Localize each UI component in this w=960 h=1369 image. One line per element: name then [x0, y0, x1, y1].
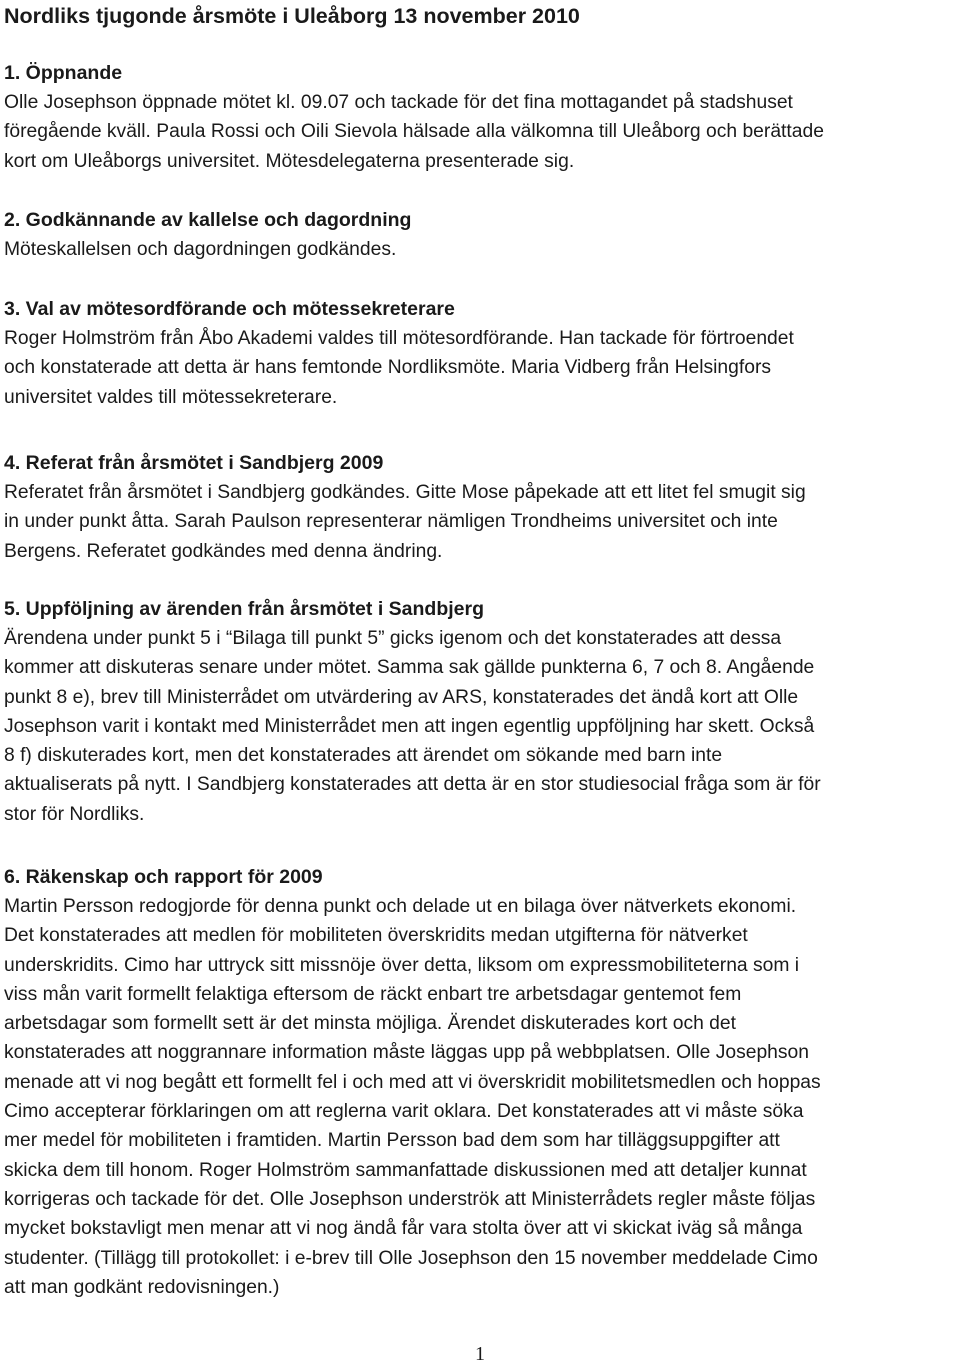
section-body — [4, 235, 411, 264]
body-line: menade att vi nog begått ett formellt fel i och med att vi överskridit mobilitetsmedlen och hoppas — [4, 1071, 821, 1093]
body-line: Möteskallelsen och dagordningen godkändes. — [4, 239, 397, 260]
section-body — [4, 892, 821, 1302]
body-line: studenter. (Tillägg till protokollet: i e-brev till Olle Josephson den 15 november meddelade Cimo — [4, 1247, 818, 1269]
section-opening — [4, 58, 824, 176]
body-line: Olle Josephson öppnade mötet kl. 09.07 och tackade för det fina mottagandet på stadshuset — [4, 92, 793, 113]
body-line: att man godkänt redovisningen.) — [4, 1276, 280, 1298]
section-heading: 1. Öppnande — [4, 62, 123, 84]
section-heading: 2. Godkännande av kallelse och dagordning — [4, 209, 412, 231]
body-line: skicka dem till honom. Roger Holmström sammanfattade diskussionen med att detaljer kunnat — [4, 1159, 807, 1181]
body-line: Roger Holmström från Åbo Akademi valdes till mötesordförande. Han tackade för förtroendet — [4, 328, 794, 349]
section-accounts-report — [4, 862, 821, 1302]
section-body — [4, 478, 806, 566]
body-line: Bergens. Referatet godkändes med denna ändring. — [4, 540, 443, 562]
body-line: stor för Nordliks. — [4, 803, 145, 825]
body-line: Referatet från årsmötet i Sandbjerg godkändes. Gitte Mose påpekade att ett litet fel smugit sig — [4, 482, 806, 503]
body-line: korrigeras och tackade för det. Olle Josephson underströk att Ministerrådets regler måste följas — [4, 1188, 816, 1210]
body-line: in under punkt åtta. Sarah Paulson representerar nämligen Trondheims universitet och inte — [4, 511, 778, 533]
section-heading: 3. Val av mötesordförande och mötessekreterare — [4, 298, 455, 320]
body-line: konstaterades att noggrannare information måste läggas upp på webbplatsen. Olle Josephson — [4, 1042, 809, 1064]
section-body — [4, 88, 824, 176]
body-line: Martin Persson redogjorde för denna punkt och delade ut en bilaga över nätverkets ekonomi. — [4, 896, 797, 917]
body-line: mycket bokstavligt men menar att vi nog ändå får vara stolta över att vi skickat iväg så många — [4, 1218, 803, 1240]
document-page — [4, 0, 956, 1298]
page-number: 1 — [475, 1343, 485, 1365]
body-line: punkt 8 e), brev till Ministerrådet om utvärdering av ARS, konstaterades det ändå kort att Olle — [4, 686, 799, 708]
document-title: Nordliks tjugonde årsmöte i Uleåborg 13 november 2010 — [4, 4, 580, 28]
body-line: kommer att diskuteras senare under mötet. Samma sak gällde punkterna 6, 7 och 8. Angående — [4, 657, 815, 679]
body-line: Det konstaterades att medlen för mobiliteten överskridits medan utgifterna för nätverket — [4, 925, 748, 947]
body-line: aktualiserats på nytt. I Sandbjerg konstaterades att detta är en stor studiesocial fråga som är för — [4, 774, 821, 796]
body-line: mer medel för mobiliteten i framtiden. Martin Persson bad dem som har tilläggsuppgifter att — [4, 1130, 780, 1152]
body-line: universitet valdes till mötessekreterare. — [4, 386, 338, 408]
body-line: kort om Uleåborgs universitet. Mötesdelegaterna presenterade sig. — [4, 150, 575, 172]
section-body — [4, 324, 794, 412]
body-line: Ärendena under punkt 5 i “Bilaga till punkt 5” gicks igenom och det konstaterades att dessa — [4, 628, 782, 649]
body-line: föregående kväll. Paula Rossi och Oili Sievola hälsade alla välkomna till Uleåborg och berättade — [4, 121, 824, 143]
section-previous-minutes — [4, 448, 806, 566]
section-chair-election — [4, 294, 794, 412]
body-line: viss mån varit formellt felaktiga eftersom de räckt enbart tre arbetsdagar gentemot fem — [4, 983, 742, 1005]
section-follow-up — [4, 594, 821, 829]
section-heading: 4. Referat från årsmötet i Sandbjerg 2009 — [4, 452, 384, 474]
section-agenda-approval — [4, 205, 411, 264]
body-line: underskridits. Cimo har uttryck sitt missnöje över detta, liksom om expressmobiliteterna som i — [4, 954, 800, 976]
body-line: arbetsdagar som formellt sett är det minsta möjliga. Ärendet diskuterades kort och det — [4, 1013, 736, 1035]
section-heading: 5. Uppföljning av ärenden från årsmötet i Sandbjerg — [4, 598, 484, 620]
body-line: Josephson varit i kontakt med Ministerrådet men att ingen egentlig uppföljning har skett. Också — [4, 715, 815, 737]
body-line: 8 f) diskuterades kort, men det konstaterades att ärendet om sökande med barn inte — [4, 745, 723, 767]
section-body — [4, 624, 821, 829]
body-line: och konstaterade att detta är hans femtonde Nordliksmöte. Maria Vidberg från Helsingfors — [4, 357, 772, 379]
section-heading: 6. Räkenskap och rapport för 2009 — [4, 866, 323, 888]
body-line: Cimo accepterar förklaringen om att reglerna varit oklara. Det konstaterades att vi måste söka — [4, 1101, 804, 1123]
